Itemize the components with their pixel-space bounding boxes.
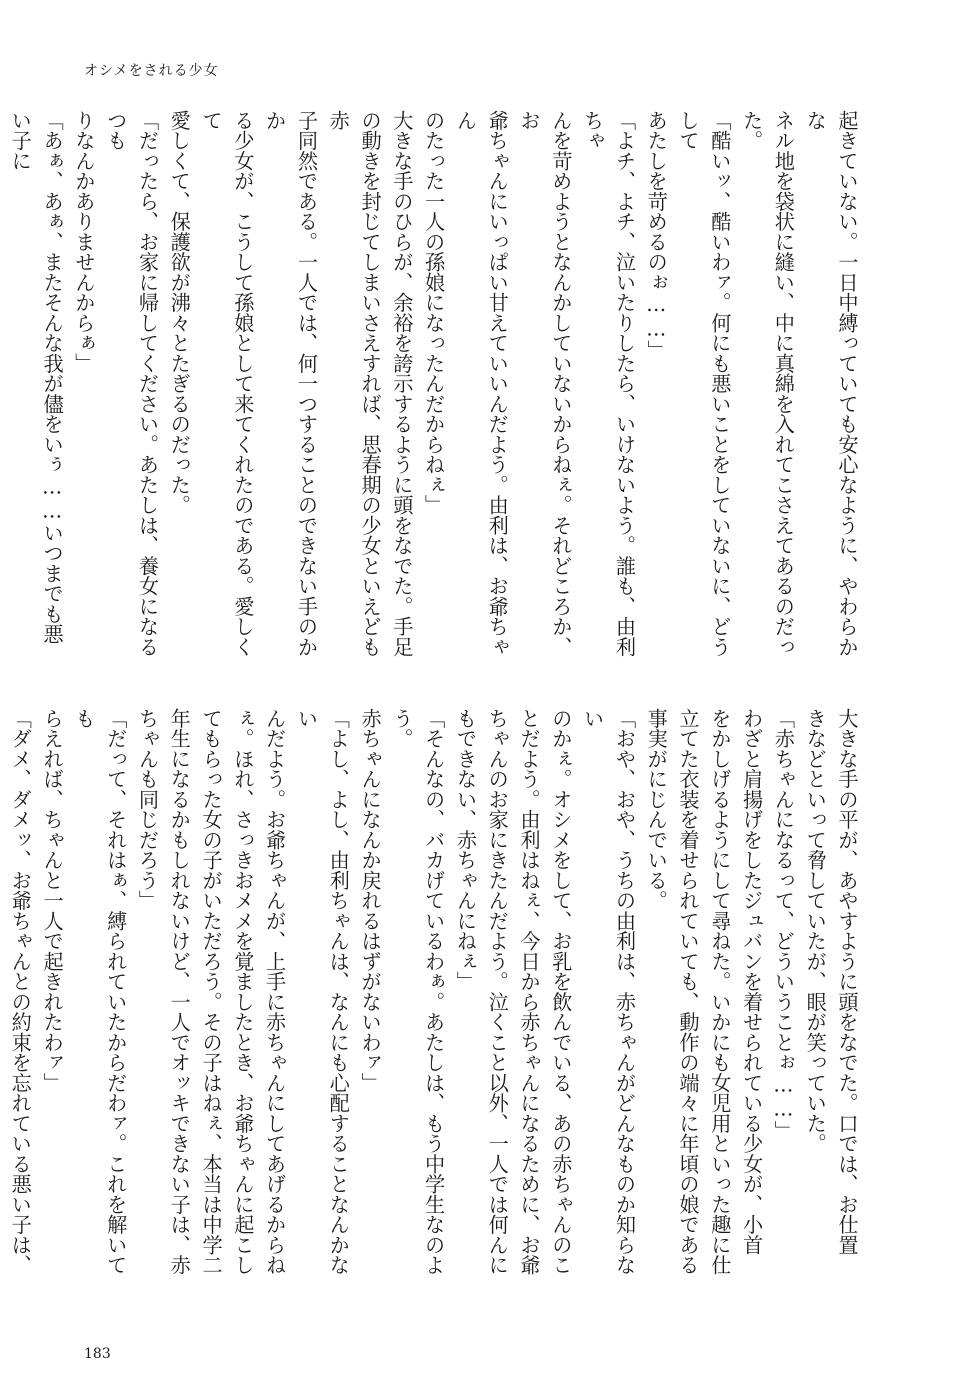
text-line	[0, 110, 3, 660]
upper-text-block	[8, 110, 862, 660]
text-line: 事実がにじんでいる。	[644, 708, 669, 911]
text-line: んを苛めようとなんかしていないからねぇ。それどころか、お	[517, 110, 573, 657]
text-line: 「よチ、よチ、泣いたりしたら、いけないよう。誰も、由利ちゃ	[580, 110, 637, 657]
text-line: 愛しくて、保護欲が沸々とたぎるのだった。	[167, 110, 192, 515]
text-line: の動きを封じてしまいさえすれば、思春期の少女といえども赤	[326, 110, 383, 657]
text-line: 「酷いッ、酷いわァ。何にも悪いことをしていないに、どうして	[676, 110, 732, 657]
text-line: 爺ちゃんにいっぱい甘えていいんだよう。由利は、お爺ちゃん	[453, 110, 510, 657]
text-line: のたった一人の孫娘になったんだからねぇ」	[421, 110, 446, 515]
text-line: りなんかありませんからぁ」	[71, 110, 96, 374]
text-line: 「ダメ、ダメッ、お爺ちゃんとの約束を忘れている悪い子は、	[8, 708, 33, 1275]
text-line: ネル地を袋状に縫い、中に真綿を入れてこさえてあるのだった。	[739, 110, 796, 657]
text-line: 「だったら、お家に帰してください。あたしは、養女になるつも	[103, 110, 160, 657]
text-line: 「赤ちゃんになるって、どういうことぉ……」	[771, 708, 796, 1141]
text-line: 年生になるかもしれないけど、一人でオッキできない子は、赤	[167, 708, 192, 1275]
text-line: らえれば、ちゃんと一人で起きれたわァ」	[40, 708, 65, 1093]
text-line: 「あぁ、あぁ、またそんな我が儘をいぅ……いつまでも悪い子に	[8, 110, 65, 645]
page-number: 183	[84, 1346, 111, 1362]
text-line: ちゃんのお家にきたんだよう。泣くこと以外、一人では何んに	[485, 708, 510, 1275]
text-line: あたしを苛めるのぉ……」	[644, 110, 669, 361]
text-line: てもらった女の子がいただろう。その子はねぇ、本当は中学二	[199, 708, 224, 1275]
running-head: オシメをされる少女	[84, 63, 219, 79]
text-line: をかしげるようにして尋ねた。いかにも女児用といった趣に仕	[707, 708, 732, 1275]
text-line: 立てた衣装を着せられていても、動作の端々に年頃の娘である	[676, 708, 701, 1275]
text-line: もできない、赤ちゃんにねぇ」	[453, 708, 478, 992]
text-line: んだよう。お爺ちゃんが、上手に赤ちゃんにしてあげるからね	[262, 708, 287, 1275]
text-line: わざと肩揚げをしたジュバンを着せられている少女が、小首	[739, 708, 764, 1255]
text-line: る少女が、こうして孫娘として来てくれたのである。愛しくて	[199, 110, 255, 657]
text-line: 「だって、それはぁ、縛られていたからだわァ。これを解いても	[71, 708, 128, 1275]
text-line: 子同然である。一人では、何一つすることのできない手のかか	[262, 110, 319, 657]
text-line: 赤ちゃんになんか戻れるはずがないわァ」	[358, 708, 383, 1093]
text-line: 起きていない。一日中縛っていても安心なように、やわらかな	[803, 110, 859, 657]
text-line: ぇ。ほれ、さっきおメメを覚ましたとき、お爺ちゃんに起こし	[230, 708, 255, 1275]
text-line: ちゃんも同じだろう」	[135, 708, 160, 911]
text-line: 大きな手の平が、あやすように頭をなでた。口では、お仕置	[835, 708, 859, 1255]
text-line: 「そんなの、バカげているわぁ。あたしは、もう中学生なのよう。	[389, 708, 446, 1275]
text-line: 「おや、おや、うちの由利は、赤ちゃんがどんなものか知らない	[580, 708, 637, 1275]
text-line: 「よし、よし、由利ちゃんは、なんにも心配することなんかない	[294, 708, 351, 1275]
text-line: とだよう。由利はねぇ、今日から赤ちゃんになるために、お爺	[517, 708, 542, 1275]
text-line: きなどといって脅していたが、眼が笑っていた。	[803, 708, 828, 1154]
lower-text-block	[8, 708, 862, 1283]
text-line: のかぇ。オシメをして、お乳を飲んでいる、あの赤ちゃんのこ	[548, 708, 573, 1275]
text-line: 大きな手のひらが、余裕を誇示するように頭をなでた。手足	[389, 110, 414, 657]
